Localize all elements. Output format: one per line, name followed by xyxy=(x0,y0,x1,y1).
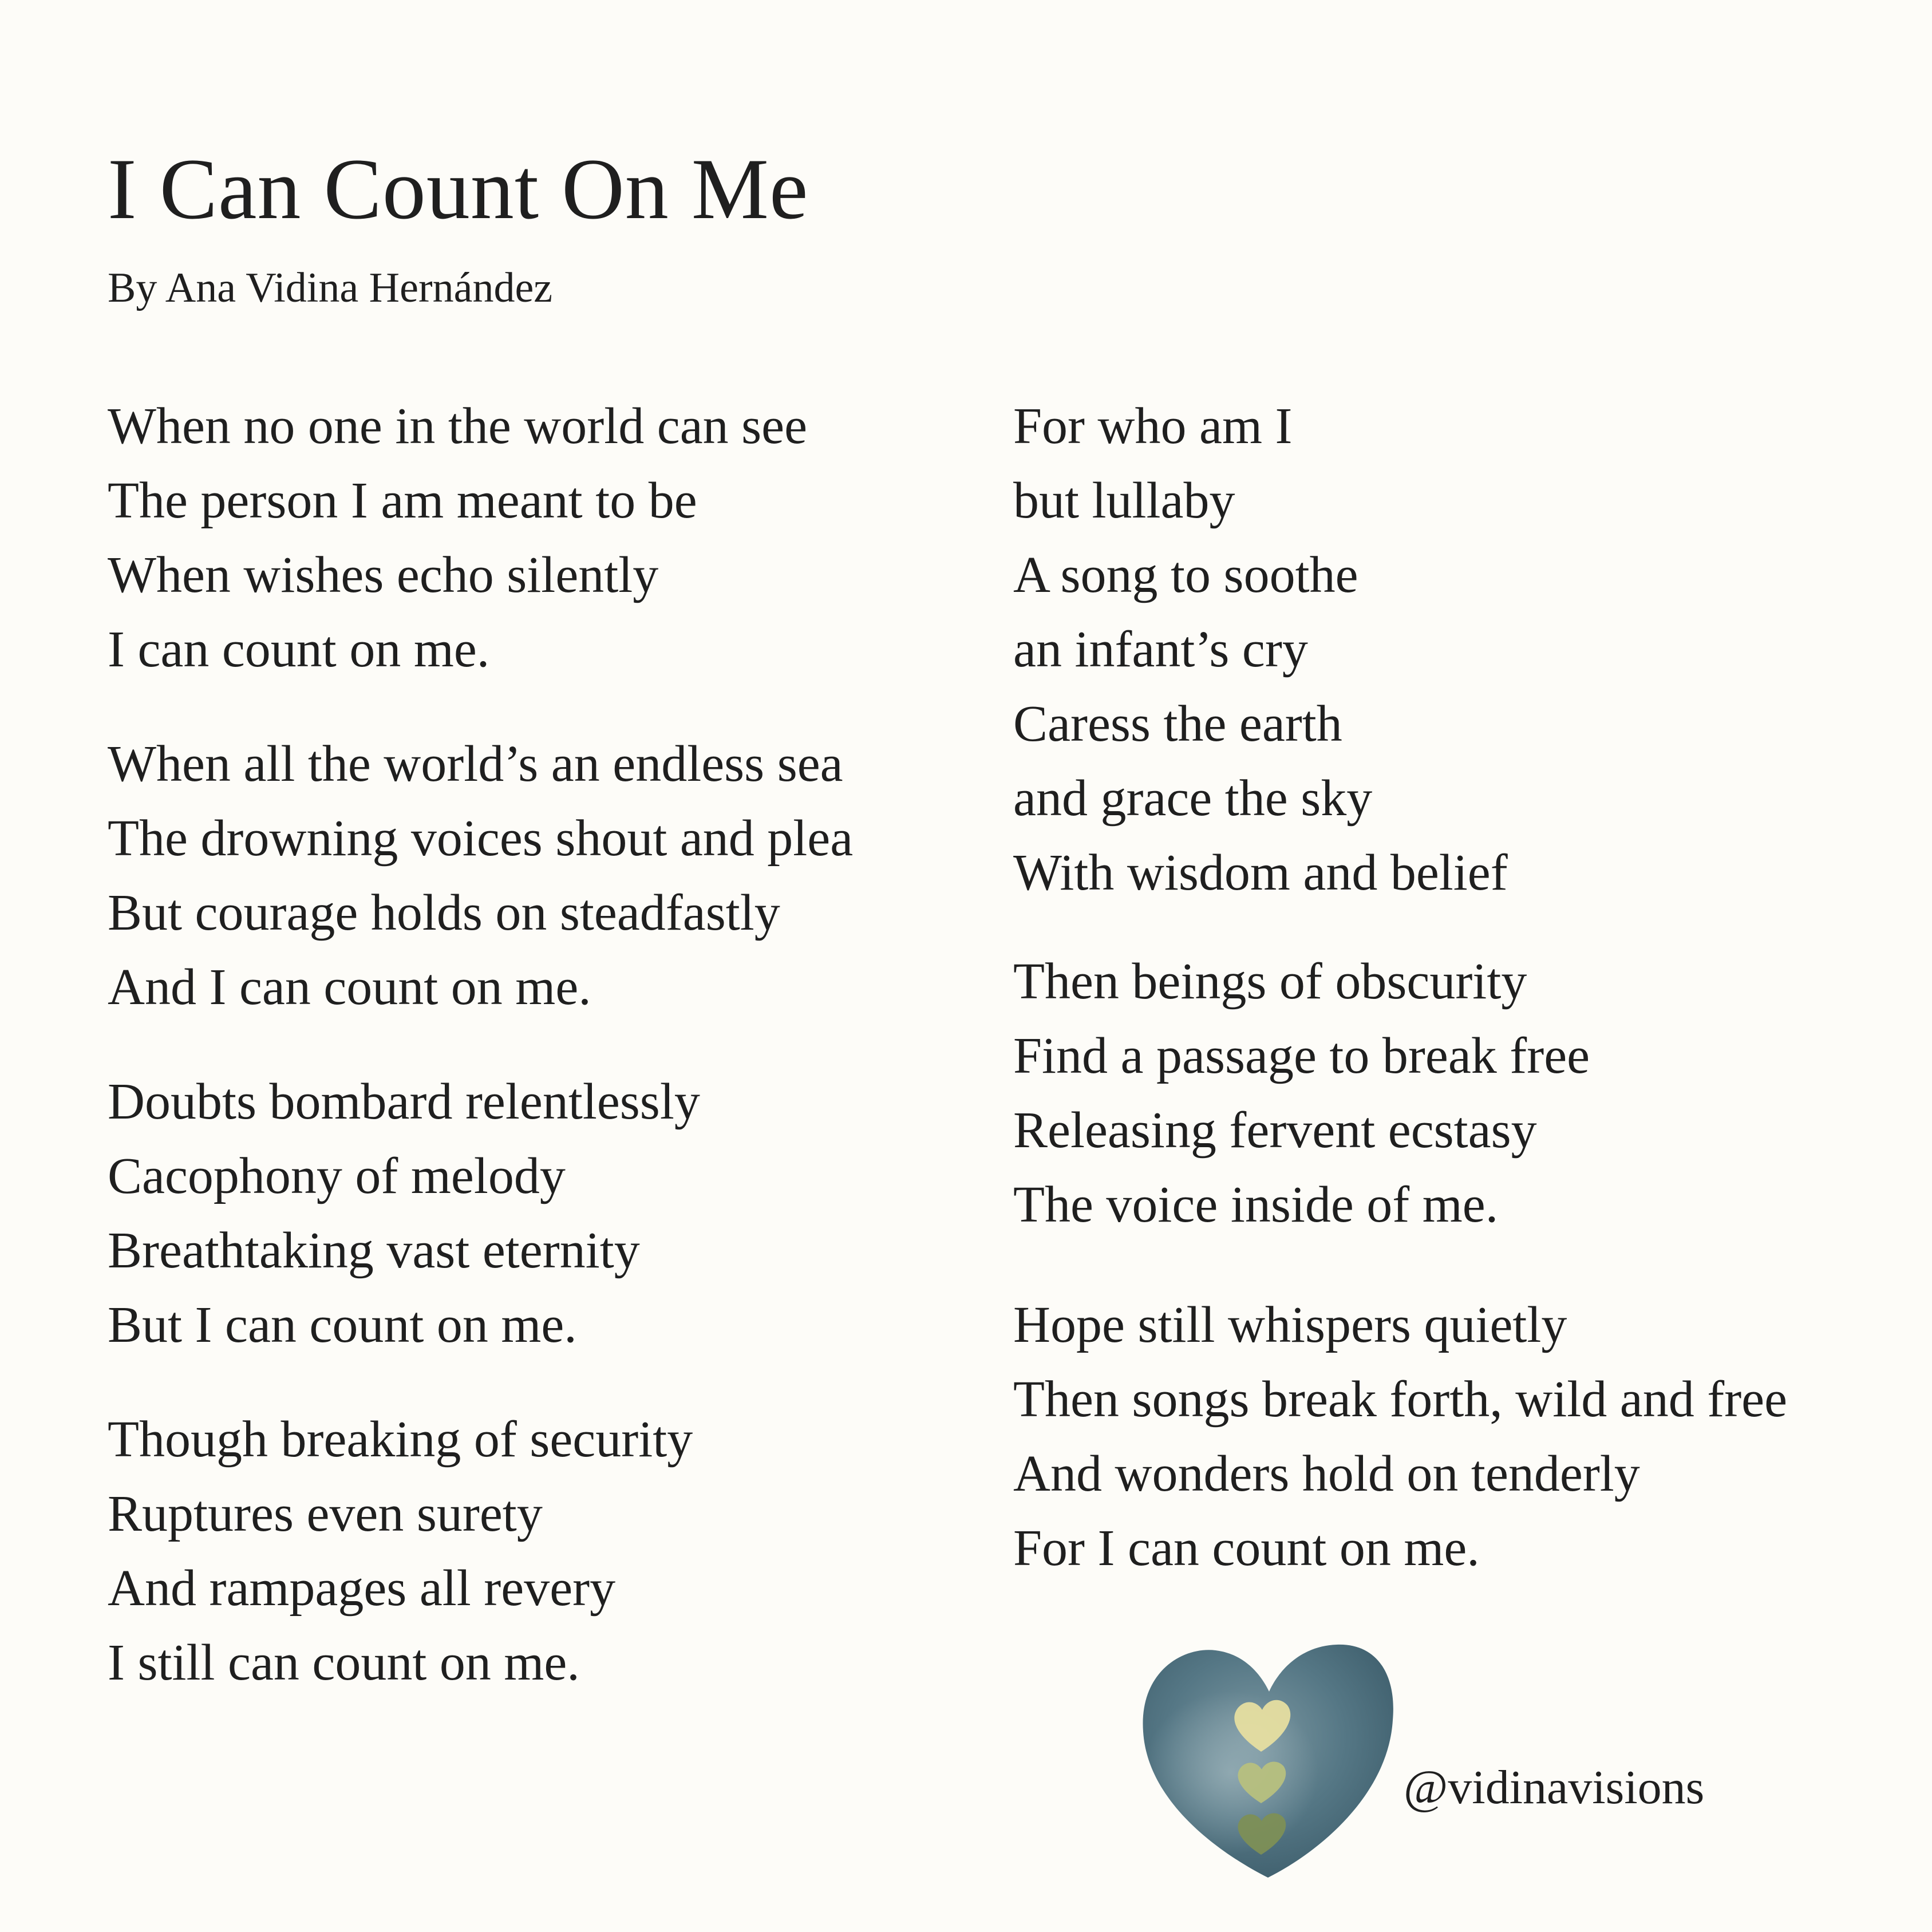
poem-line: and grace the sky xyxy=(1013,770,1373,827)
poem-line: The person I am meant to be xyxy=(108,472,697,529)
poem-line: But courage holds on steadfastly xyxy=(108,884,780,941)
poem-line: Breathtaking vast eternity xyxy=(108,1222,640,1279)
poem-line: Find a passage to break free xyxy=(1013,1028,1590,1084)
poem-line: And wonders hold on tenderly xyxy=(1013,1445,1640,1502)
poem-line: Doubts bombard relentlessly xyxy=(108,1073,700,1130)
poem-line: Caress the earth xyxy=(1013,696,1342,752)
stanza-7 xyxy=(1013,1288,1787,1586)
poem-line: I can count on me. xyxy=(108,621,490,678)
poem-line: But I can count on me. xyxy=(108,1297,577,1353)
poem-line: Then songs break forth, wild and free xyxy=(1013,1371,1788,1428)
poem-line: When all the world’s an endless sea xyxy=(108,736,843,792)
stanza-1 xyxy=(108,389,853,687)
poem-title: I Can Count On Me xyxy=(108,141,809,237)
poem-line: Cacophony of melody xyxy=(108,1148,566,1204)
poem-line: but lullaby xyxy=(1013,472,1235,529)
poem-line: Ruptures even surety xyxy=(108,1485,543,1542)
watercolor-heart-icon xyxy=(1136,1634,1400,1886)
poem-line: And rampages all revery xyxy=(108,1560,616,1617)
poem-line: A song to soothe xyxy=(1013,547,1358,603)
poem-line: Though breaking of security xyxy=(108,1411,693,1468)
stanza-3 xyxy=(108,1065,853,1362)
stanza-2 xyxy=(108,727,853,1025)
poem-line: I still can count on me. xyxy=(108,1634,580,1691)
poem-line: When wishes echo silently xyxy=(108,547,659,603)
poem-line: For I can count on me. xyxy=(1013,1520,1480,1577)
poem-line: And I can count on me. xyxy=(108,959,591,1016)
poem-line: Then beings of obscurity xyxy=(1013,953,1527,1010)
stanza-5 xyxy=(1013,389,1787,910)
social-handle: @vidinavisions xyxy=(1404,1761,1705,1814)
poem-line: With wisdom and belief xyxy=(1013,844,1508,901)
poem-line: For who am I xyxy=(1013,398,1293,455)
poem-line: When no one in the world can see xyxy=(108,398,808,455)
poem-left-column xyxy=(108,389,853,1700)
author-byline: By Ana Vidina Hernández xyxy=(108,264,553,311)
poem-line: Releasing fervent ecstasy xyxy=(1013,1102,1537,1159)
poem-line: The voice inside of me. xyxy=(1013,1176,1499,1233)
poem-right-column xyxy=(1013,389,1787,1586)
stanza-6 xyxy=(1013,945,1787,1242)
poem-line: Hope still whispers quietly xyxy=(1013,1297,1567,1353)
stanza-4 xyxy=(108,1402,853,1700)
poem-line: The drowning voices shout and plea xyxy=(108,810,854,867)
poem-line: an infant’s cry xyxy=(1013,621,1308,678)
